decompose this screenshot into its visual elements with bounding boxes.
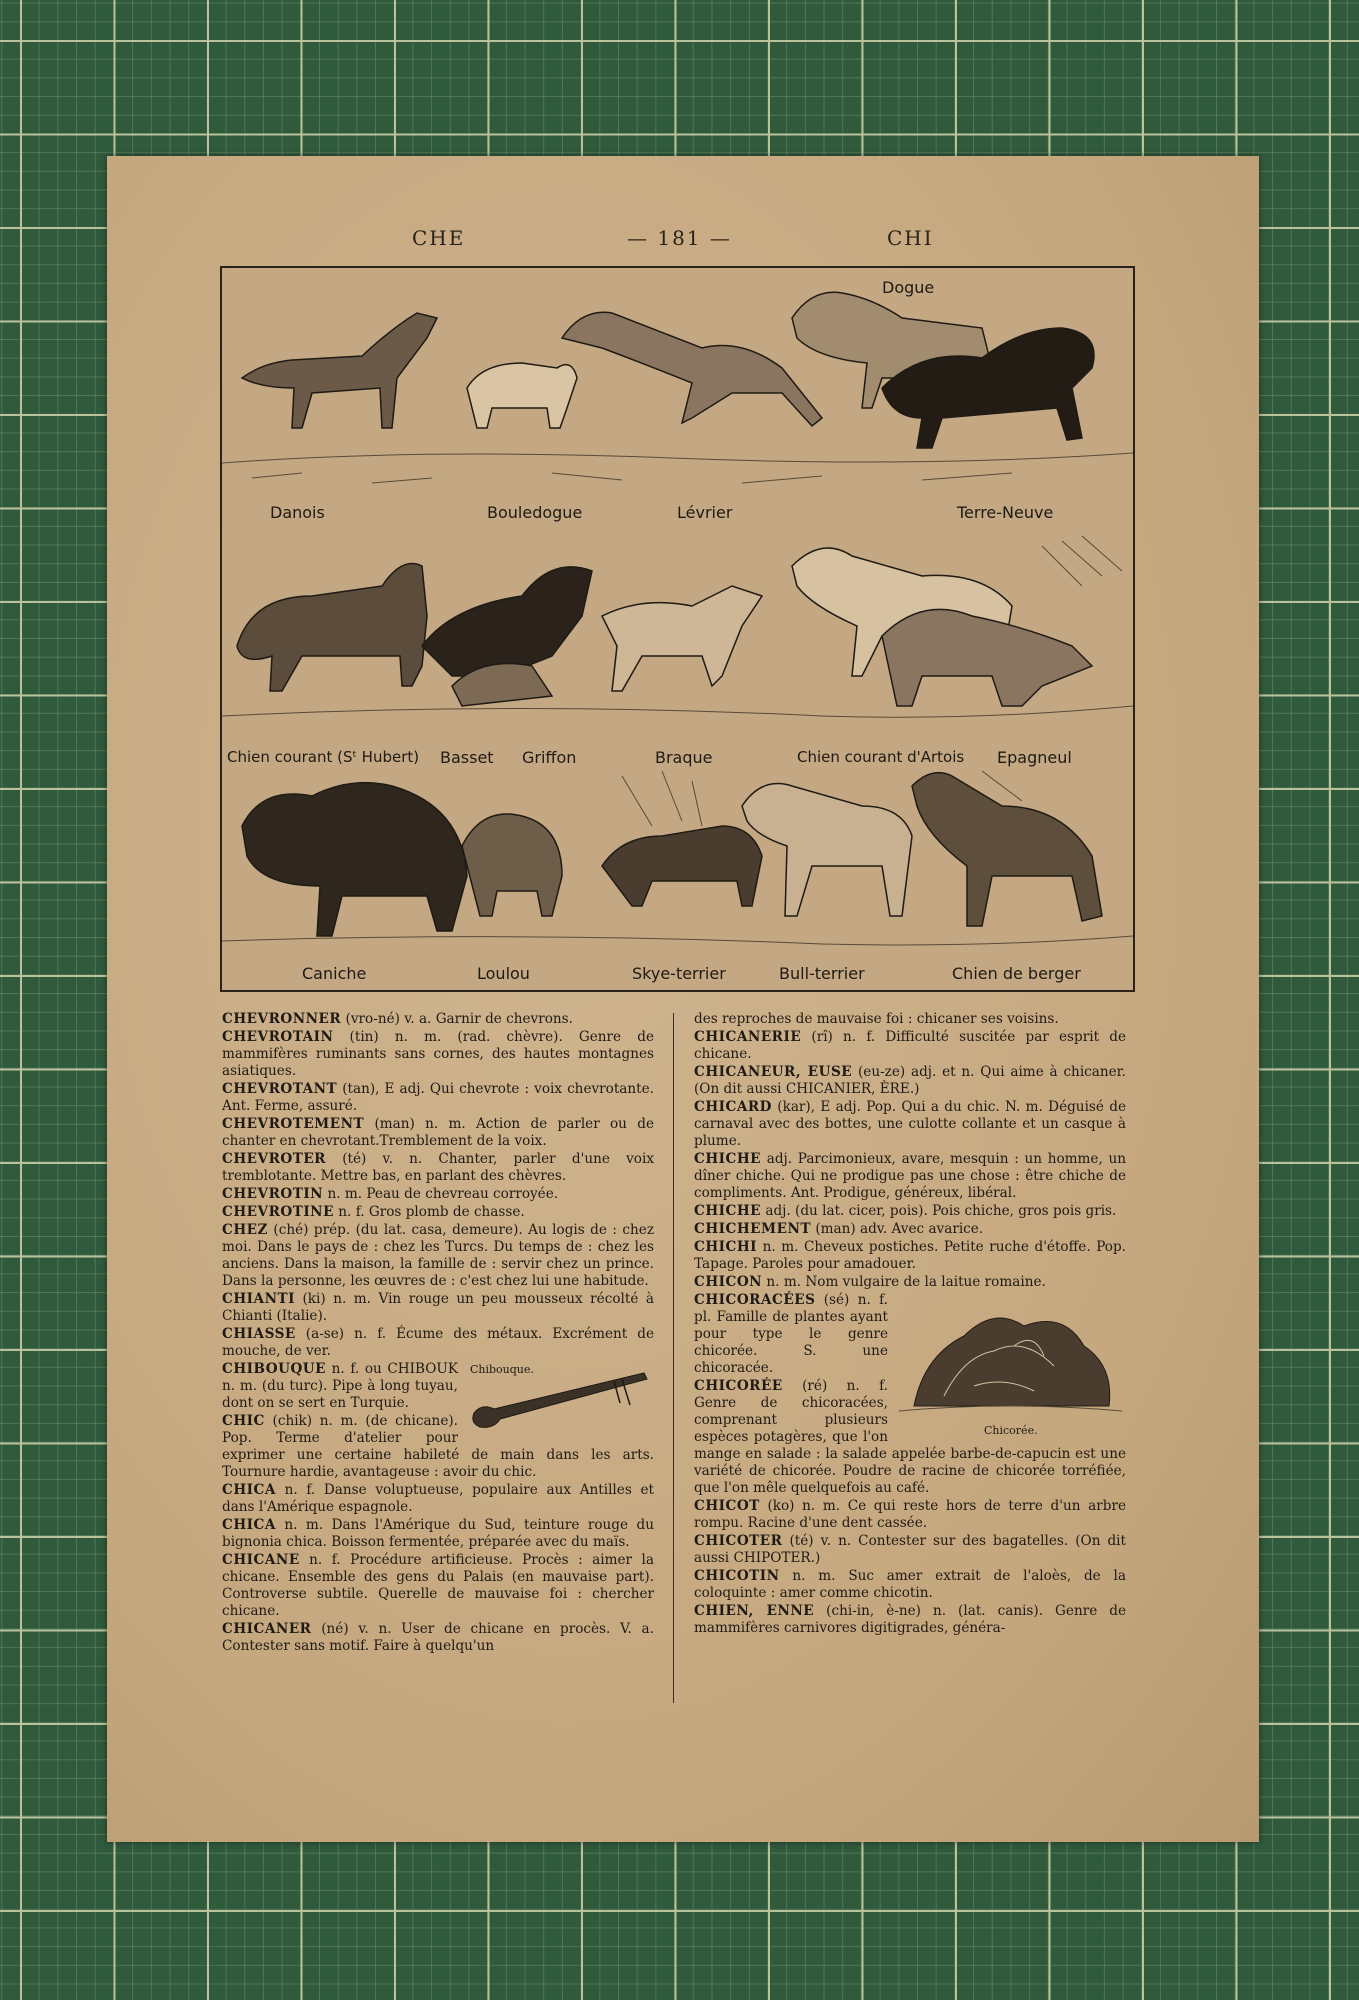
label-dogue: Dogue xyxy=(882,278,935,297)
headword: CHICHE xyxy=(694,1203,762,1219)
headword: CHIBOUQUE xyxy=(222,1361,327,1377)
label-chien-courant-st-hubert: Chien courant (Sᵗ Hubert) xyxy=(227,748,420,766)
headword: CHEVROTINE xyxy=(222,1204,334,1220)
entry xyxy=(222,1291,654,1325)
definition: n. m. Cheveux postiches. Petite ruche d'étoffe. Pop. Tapage. Paroles pour amadouer. xyxy=(694,1239,1126,1272)
entry xyxy=(694,1568,1126,1602)
definition: (vro-né) v. a. Garnir de chevrons. xyxy=(341,1011,573,1027)
label-griffon: Griffon xyxy=(522,748,577,767)
entry xyxy=(694,1029,1126,1063)
label-terre-neuve: Terre-Neuve xyxy=(957,503,1054,522)
definition: (né) v. n. User de chicane en procès. V. a. Contester sans motif. Faire à quelqu'un xyxy=(222,1621,654,1654)
headword: CHICON xyxy=(694,1274,763,1290)
left-column xyxy=(222,1011,654,1656)
entry xyxy=(222,1552,654,1620)
entry xyxy=(222,1517,654,1551)
headword: CHEZ xyxy=(222,1222,268,1238)
headword: CHEVROTANT xyxy=(222,1081,338,1097)
entry xyxy=(694,1011,1126,1028)
definition: n. m. Peau de chevreau corroyée. xyxy=(323,1186,559,1202)
definition: (ché) prép. (du lat. casa, demeure). Au logis de : chez moi. Dans le pays de : chez les Turcs. Du temps de : chez les anciens. Dans la maison, la famille de : servir chez un prince. Dans la personne, les œuvres de : c'est chez lui une habitude. xyxy=(222,1222,654,1289)
label-danois: Danois xyxy=(270,503,325,522)
entry xyxy=(222,1482,654,1516)
definition: (a-se) n. f. Écume des métaux. Excrément de mouche, de ver. xyxy=(222,1326,654,1359)
dog-row-2-illustration xyxy=(222,526,1133,746)
definition: (tan), E adj. Qui chevrote : voix chevrotante. Ant. Ferme, assuré. xyxy=(222,1081,654,1114)
chicoree-plant-illustration xyxy=(894,1296,1126,1420)
definition: (té) v. n. Contester sur des bagatelles. (On dit aussi CHIPOTER.) xyxy=(694,1533,1126,1566)
label-basset: Basset xyxy=(440,748,494,767)
entry xyxy=(222,1186,654,1203)
label-levrier: Lévrier xyxy=(677,503,733,522)
headword: CHEVROTAIN xyxy=(222,1029,334,1045)
headword: CHICOTIN xyxy=(694,1568,780,1584)
headword: CHIEN, ENNE xyxy=(694,1603,815,1619)
dictionary-text xyxy=(222,1011,1132,1701)
label-caniche: Caniche xyxy=(302,964,367,983)
label-braque: Braque xyxy=(655,748,713,767)
definition: (ki) n. m. Vin rouge un peu mousseux récolté à Chianti (Italie). xyxy=(222,1291,654,1324)
entry xyxy=(694,1603,1126,1637)
dog-row-1-illustration xyxy=(222,268,1133,508)
entry xyxy=(694,1533,1126,1567)
dictionary-page xyxy=(107,156,1259,1842)
entry xyxy=(222,1151,654,1185)
plate-row-2 xyxy=(222,526,1133,766)
headword: CHEVROTER xyxy=(222,1151,326,1167)
definition: n. f. ou CHIBOUK n. m. (du turc). Pipe à long tuyau, dont on se sert en Turquie. xyxy=(222,1361,458,1411)
entry xyxy=(222,1204,654,1221)
headword: CHEVROTEMENT xyxy=(222,1116,365,1132)
headword: CHICANER xyxy=(222,1621,312,1637)
plate-row-3 xyxy=(222,766,1133,990)
entry xyxy=(222,1116,654,1150)
label-chien-courant-artois: Chien courant d'Artois xyxy=(797,748,965,766)
definition: (man) n. m. Action de parler ou de chanter en chevrotant.Tremblement de la voix. xyxy=(222,1116,654,1149)
entry xyxy=(694,1239,1126,1273)
entry xyxy=(694,1274,1126,1291)
label-chien-de-berger: Chien de berger xyxy=(952,964,1081,983)
definition: n. f. Gros plomb de chasse. xyxy=(333,1204,525,1220)
headword: CHICANE xyxy=(222,1552,300,1568)
entry xyxy=(222,1222,654,1290)
chicoree-caption: Chicorée. xyxy=(984,1424,1038,1437)
definition: adj. (du lat. cicer, pois). Pois chiche, gros pois gris. xyxy=(761,1203,1117,1219)
definition: (sé) n. f. pl. Famille de plantes ayant pour type le genre chicorée. S. une chicoracée. xyxy=(694,1292,888,1376)
page-number: — 181 — xyxy=(627,226,732,250)
definition: n. m. Nom vulgaire de la laitue romaine. xyxy=(762,1274,1046,1290)
headword: CHICHE xyxy=(694,1151,762,1167)
dog-breeds-plate xyxy=(220,266,1135,992)
headword: CHICARD xyxy=(694,1099,772,1115)
headword: CHICORÉE xyxy=(694,1378,783,1394)
entry xyxy=(222,1029,654,1080)
definition: (té) v. n. Chanter, parler d'une voix tremblotante. Mettre bas, en parlant des chèvres. xyxy=(222,1151,654,1184)
headword: CHICANERIE xyxy=(694,1029,802,1045)
definition: (man) adv. Avec avarice. xyxy=(811,1221,984,1237)
chibouque-caption: Chibouque. xyxy=(470,1363,534,1376)
definition: n. f. Danse voluptueuse, populaire aux Antilles et dans l'Amérique espagnole. xyxy=(222,1482,654,1515)
headword: CHICA xyxy=(222,1482,276,1498)
headword: CHIC xyxy=(222,1413,265,1429)
headword: CHICOT xyxy=(694,1498,760,1514)
headword: CHICHEMENT xyxy=(694,1221,811,1237)
chicoree-figure xyxy=(894,1296,1126,1436)
definition: (kar), E adj. Pop. Qui a du chic. N. m. Déguisé de carnaval avec des bottes, une culotte collante et un casque à plume. xyxy=(694,1099,1126,1149)
column-divider xyxy=(673,1013,674,1703)
entry xyxy=(694,1221,1126,1238)
headword: CHEVRONNER xyxy=(222,1011,342,1027)
entry xyxy=(222,1011,654,1028)
definition: (ko) n. m. Ce qui reste hors de terre d'un arbre rompu. Racine d'une dent cassée. xyxy=(694,1498,1126,1531)
label-loulou: Loulou xyxy=(477,964,530,983)
headword: CHIANTI xyxy=(222,1291,295,1307)
header-left-guide: CHE xyxy=(412,226,466,250)
entry xyxy=(694,1203,1126,1220)
definition: (chi-in, è-ne) n. (lat. canis). Genre de mammifères carnivores digitigrades, généra- xyxy=(694,1603,1126,1636)
label-bull-terrier: Bull-terrier xyxy=(779,964,865,983)
label-skye-terrier: Skye-terrier xyxy=(632,964,726,983)
headword: CHEVROTIN xyxy=(222,1186,324,1202)
headword: CHIASSE xyxy=(222,1326,296,1342)
entry xyxy=(694,1064,1126,1098)
entry xyxy=(222,1326,654,1360)
dog-row-3-illustration xyxy=(222,766,1133,966)
entry xyxy=(222,1081,654,1115)
headword: CHICORACÉES xyxy=(694,1292,816,1308)
headword: CHICA xyxy=(222,1517,276,1533)
header-right-guide: CHI xyxy=(887,226,934,250)
definition: (rî) n. f. Difficulté suscitée par esprit de chicane. xyxy=(694,1029,1126,1062)
plate-row-1 xyxy=(222,268,1133,522)
entry xyxy=(694,1099,1126,1150)
headword: CHICOTER xyxy=(694,1533,783,1549)
definition: n. m. Suc amer extrait de l'aloès, de la coloquinte : amer comme chicotin. xyxy=(694,1568,1126,1601)
label-bouledogue: Bouledogue xyxy=(487,503,583,522)
chibouque-figure xyxy=(464,1363,654,1437)
headword: CHICHI xyxy=(694,1239,758,1255)
right-column xyxy=(694,1011,1126,1638)
definition: (eu-ze) adj. et n. Qui aime à chicaner. (On dit aussi CHICANIER, ÈRE.) xyxy=(694,1064,1127,1097)
definition: adj. Parcimonieux, avare, mesquin : un homme, un dîner chiche. Qui ne prodigue pas une chose : être chiche de compliments. Ant. Prodigue, généreux, libéral. xyxy=(694,1151,1126,1201)
headword: CHICANEUR, EUSE xyxy=(694,1064,853,1080)
definition: (ré) n. f. Genre de chicoracées, comprenant plusieurs espèces potagères, que l'on mange en salade : la salade appelée barbe-de-capucin est une variété de chicorée. Poudre de racine de chicorée torréfiée, que l'on mêle quelquefois au café. xyxy=(694,1378,1126,1496)
entry xyxy=(694,1151,1126,1202)
definition: des reproches de mauvaise foi : chicaner ses voisins. xyxy=(694,1011,1059,1027)
entry xyxy=(694,1498,1126,1532)
label-epagneul: Epagneul xyxy=(997,748,1072,767)
definition: (tin) n. m. (rad. chèvre). Genre de mammifères ruminants sans cornes, des hautes montagnes asiatiques. xyxy=(222,1029,654,1079)
definition: n. m. Dans l'Amérique du Sud, teinture rouge du bignonia chica. Boisson fermentée, préparée avec du maïs. xyxy=(222,1517,654,1550)
definition: n. f. Procédure artificieuse. Procès : aimer la chicane. Ensemble des gens du Palais (en mauvaise part). Controverse subtile. Querelle de mauvaise foi : chercher chicane. xyxy=(222,1552,654,1619)
definition: (chik) n. m. (de chicane). Pop. Terme d'atelier pour exprimer une certaine habileté de main dans les arts. Tournure hardie, avantageuse : avoir du chic. xyxy=(222,1413,654,1480)
entry xyxy=(222,1621,654,1655)
